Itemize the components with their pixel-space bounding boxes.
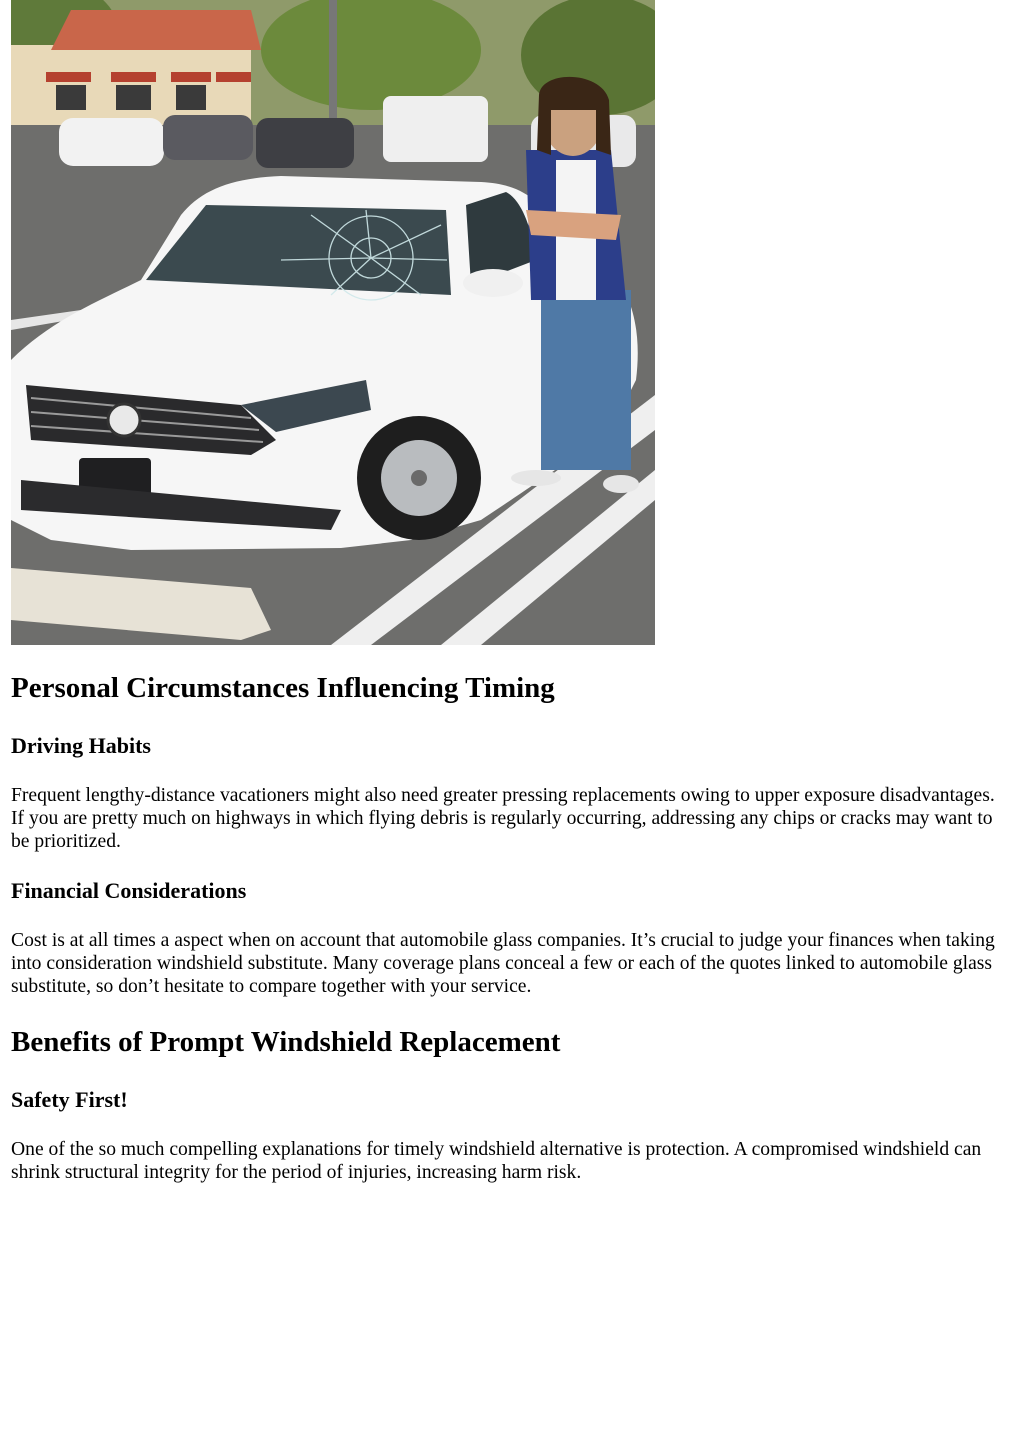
section-heading-timing: Personal Circumstances Influencing Timing: [11, 672, 555, 704]
hero-photo: [11, 0, 655, 645]
paragraph-financial-considerations: Cost is at all times a aspect when on account that automobile glass companies. It’s crucial to judge your finances when taking into consideration windshield substitute. Many coverage plans conceal a few or each of the quotes linked to automobile glass substitute, so don’t hesitate to compare together with your service.: [11, 930, 995, 997]
subheading-financial-considerations: Financial Considerations: [11, 878, 247, 903]
section-heading-benefits: Benefits of Prompt Windshield Replacement: [11, 1026, 561, 1058]
subheading-driving-habits: Driving Habits: [11, 733, 151, 758]
car-photo-illustration: [11, 0, 655, 645]
subheading-safety-first: Safety First!: [11, 1087, 128, 1112]
article: [11, 0, 1011, 1183]
paragraph-safety-first: One of the so much compelling explanations for timely windshield alternative is protection. A compromised windshield can shrink structural integrity for the period of injuries, increasing harm risk.: [11, 1139, 982, 1183]
paragraph-driving-habits: Frequent lengthy-distance vacationers might also need greater pressing replacements owing to upper exposure disadvantages. If you are pretty much on highways in which flying debris is regularly occurring, addressing any chips or cracks may want to be prioritized.: [11, 785, 995, 852]
